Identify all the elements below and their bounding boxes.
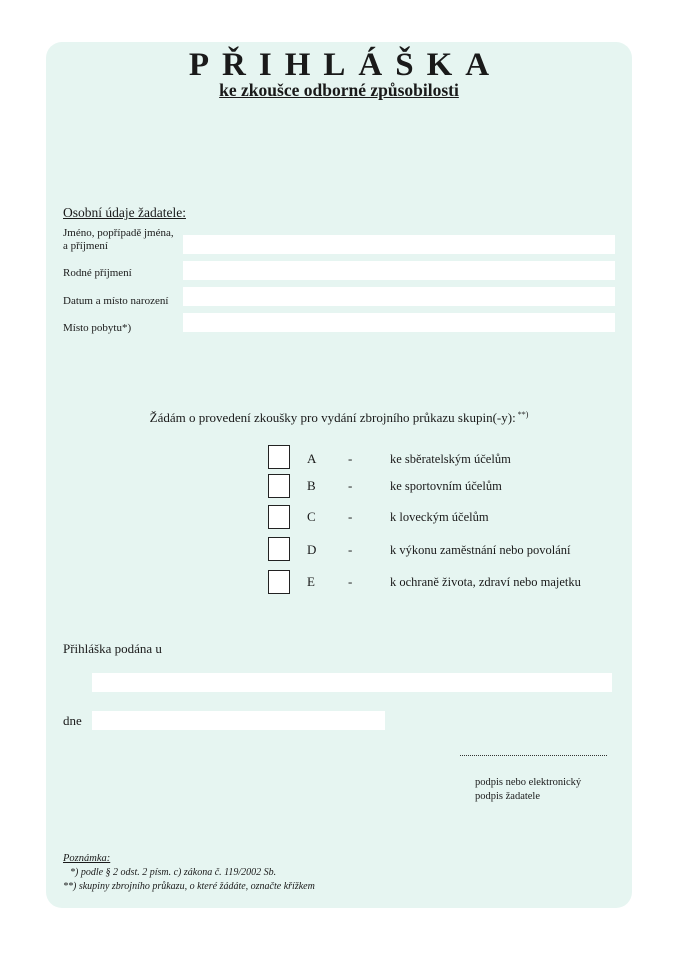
birth-surname-label: Rodné příjmení [63, 267, 132, 279]
group-e-text: k ochraně života, zdraví nebo majetku [390, 575, 581, 589]
personal-data-heading: Osobní údaje žadatele: [63, 205, 186, 220]
group-a-checkbox[interactable] [268, 445, 290, 469]
request-marker: **) [517, 410, 529, 419]
signature-caption-line1: podpis nebo elektronický [475, 777, 582, 788]
group-b-text: ke sportovním účelům [390, 479, 502, 493]
group-d-dash: - [348, 542, 353, 557]
group-e-letter: E [307, 574, 315, 589]
request-text: Žádám o provedení zkoušky pro vydání zbrojního průkazu skupin(-y): [149, 410, 516, 425]
group-a-letter: A [307, 451, 317, 466]
group-c-checkbox[interactable] [268, 505, 290, 529]
group-d-letter: D [307, 542, 317, 557]
exam-request-text [46, 407, 632, 426]
group-c-text: k loveckým účelům [390, 510, 489, 524]
signature-line[interactable] [460, 755, 607, 756]
birth-date-place-label: Datum a místo narození [63, 295, 169, 307]
filed-at-field[interactable] [92, 673, 612, 692]
name-field[interactable] [183, 235, 615, 254]
group-d-checkbox[interactable] [268, 537, 290, 561]
birth-surname-field[interactable] [183, 261, 615, 280]
name-label-line2: a příjmení [63, 240, 108, 252]
group-a-text: ke sběratelským účelům [390, 452, 511, 466]
filed-at-label: Přihláška podána u [63, 641, 162, 656]
form-subtitle: ke zkoušce odborné způsobilosti [219, 80, 459, 100]
note-1: *) podle § 2 odst. 2 písm. c) zákona č. 119/2002 Sb. [70, 867, 277, 878]
signature-caption-line2: podpis žadatele [475, 791, 541, 802]
date-label: dne [63, 713, 82, 728]
group-c-letter: C [307, 509, 316, 524]
signature-caption [475, 776, 615, 804]
group-e-dash: - [348, 574, 353, 589]
note-heading: Poznámka: [63, 853, 111, 864]
note-2: **) skupiny zbrojního průkazu, o které žádáte, označte křížkem [63, 881, 315, 892]
name-label-line1: Jméno, popřípadě jména, [63, 227, 174, 239]
date-field[interactable] [92, 711, 385, 730]
residence-label: Místo pobytu*) [63, 322, 132, 334]
group-c-dash: - [348, 509, 353, 524]
group-b-checkbox[interactable] [268, 474, 290, 498]
group-b-dash: - [348, 478, 353, 493]
form-title: PŘIHLÁŠKA [188, 47, 503, 83]
birth-date-place-field[interactable] [183, 287, 615, 306]
group-d-text: k výkonu zaměstnání nebo povolání [390, 543, 571, 557]
group-b-letter: B [307, 478, 316, 493]
group-a-dash: - [348, 451, 353, 466]
residence-field[interactable] [183, 313, 615, 332]
group-e-checkbox[interactable] [268, 570, 290, 594]
